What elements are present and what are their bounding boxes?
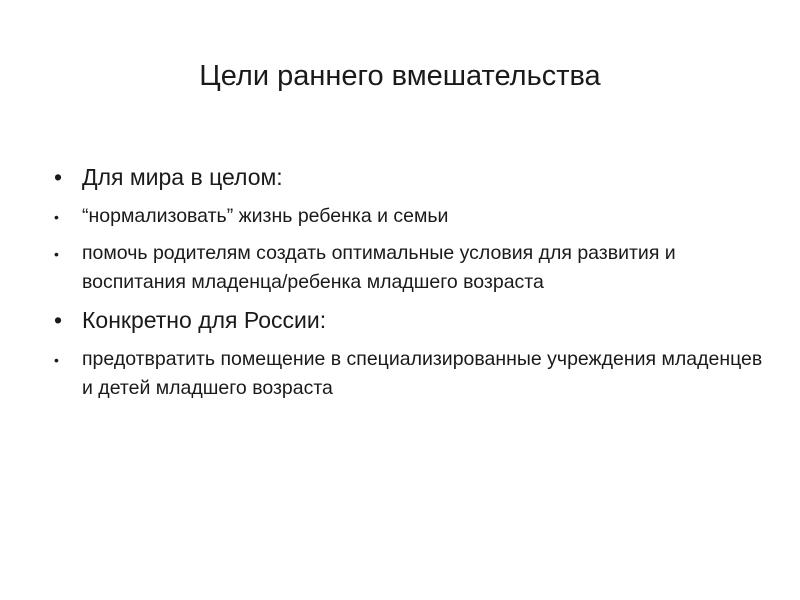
bullet-text: помочь родителям создать оптимальные условия для развития и воспитания младенца/ребенка младшего возраста <box>82 242 676 293</box>
bullet-item-help-parents <box>52 239 772 297</box>
bullet-list <box>52 162 772 411</box>
bullet-dot-icon: • <box>54 209 59 225</box>
bullet-dot-icon: • <box>54 246 59 262</box>
bullet-item-normalize <box>52 202 772 231</box>
bullet-text: Конкретно для России: <box>82 307 327 333</box>
bullet-dot-icon: • <box>54 307 63 333</box>
slide-title: Цели раннего вмешательства <box>199 60 601 92</box>
bullet-text: Для мира в целом: <box>82 164 283 190</box>
bullet-item-russia <box>52 305 772 335</box>
bullet-item-world <box>52 162 772 192</box>
bullet-item-prevent <box>52 345 772 403</box>
bullet-text: “нормализовать” жизнь ребенка и семьи <box>82 205 449 227</box>
bullet-text: предотвратить помещение в специализированные учреждения младенцев и детей младшего возраста <box>82 348 763 399</box>
bullet-dot-icon: • <box>54 164 63 190</box>
bullet-dot-icon: • <box>54 352 59 368</box>
